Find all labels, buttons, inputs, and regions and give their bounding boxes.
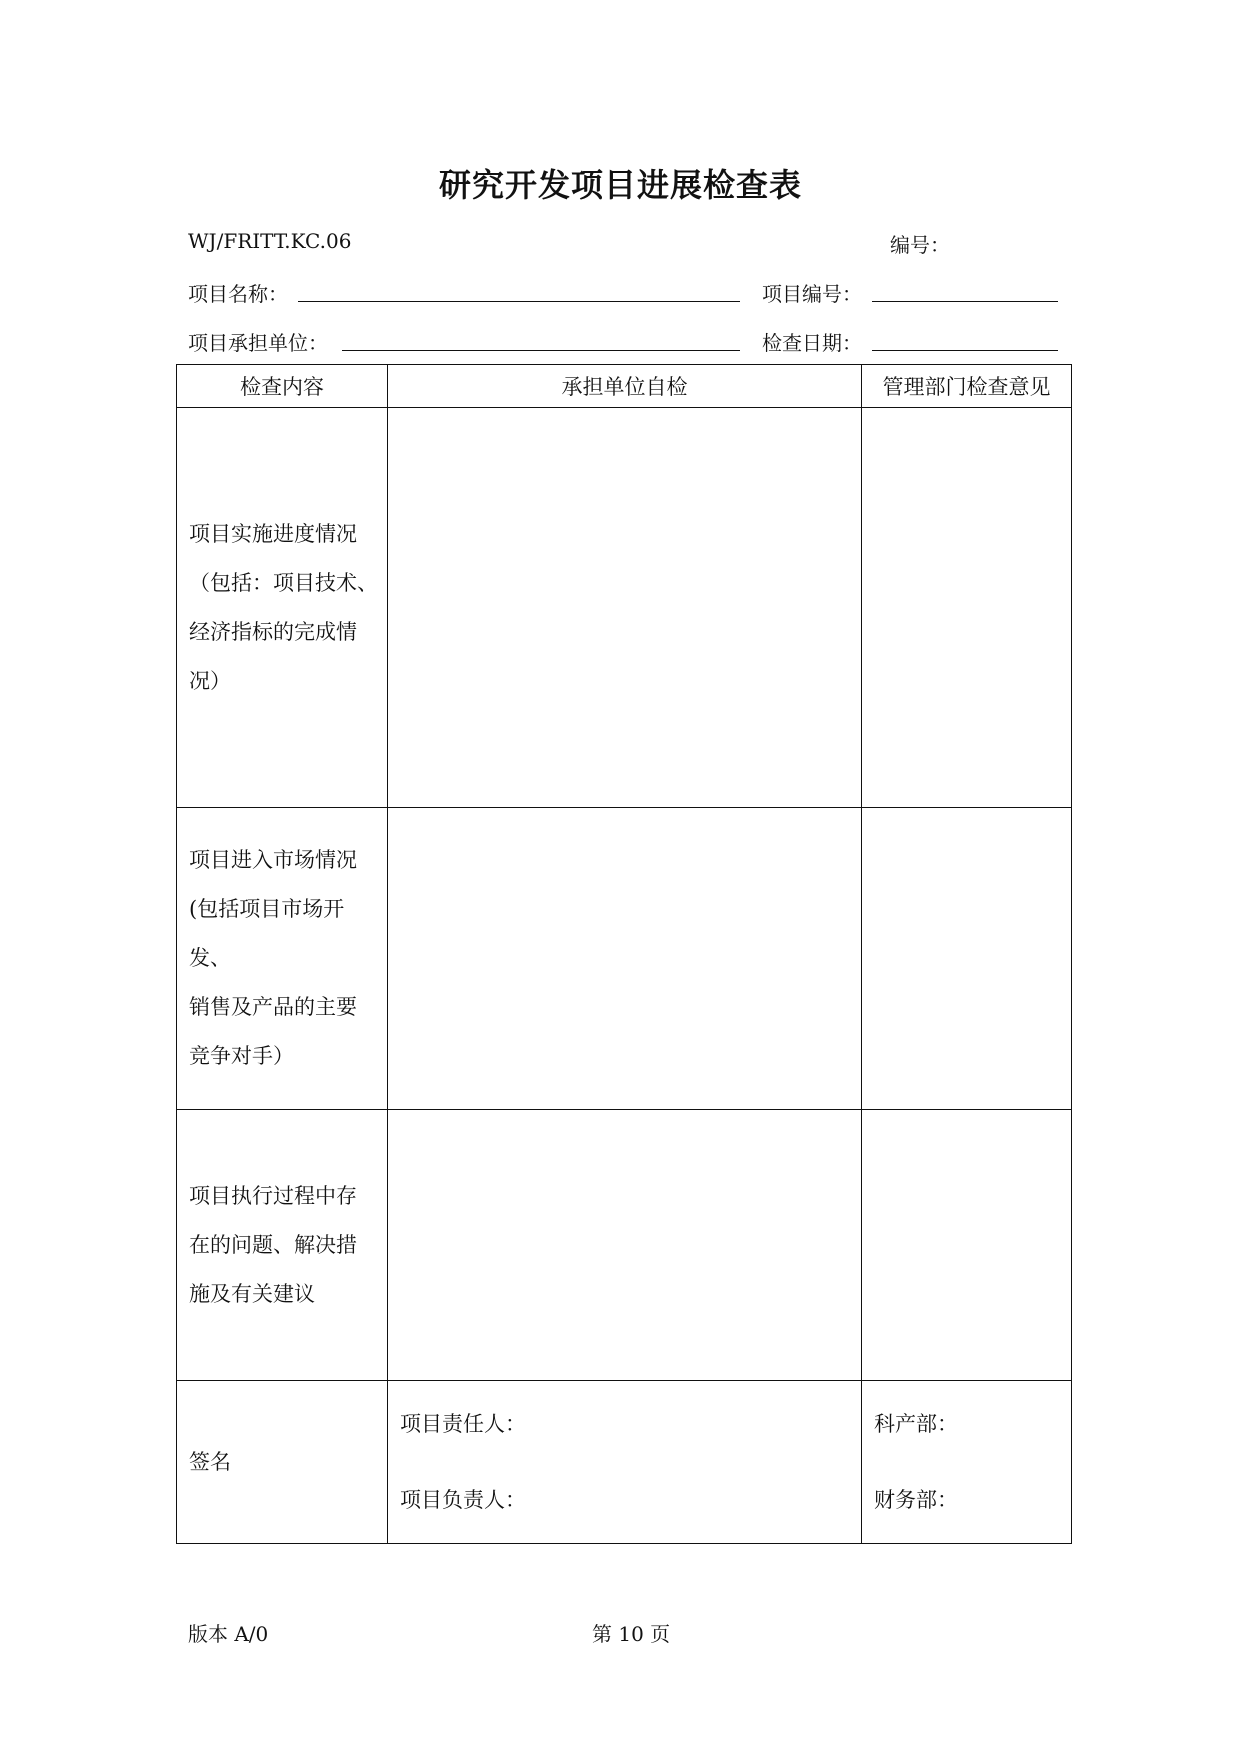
signature-row [177, 1381, 1072, 1544]
check-item-line: 项目实施进度情况 [189, 521, 357, 546]
check-item-line: 况） [189, 668, 231, 693]
check-item-line: 在的问题、解决措 [189, 1232, 357, 1257]
check-date-label: 检查日期： [762, 331, 862, 355]
self-check-cell-market[interactable] [388, 808, 862, 1110]
undertaking-unit-label: 项目承担单位： [188, 331, 328, 355]
column-header-check-content: 检查内容 [177, 365, 388, 408]
check-item-line: （包括：项目技术、 [189, 570, 378, 595]
project-name-label: 项目名称： [188, 282, 288, 306]
page-title: 研究开发项目进展检查表 [438, 166, 802, 204]
dept-opinion-cell-market[interactable] [862, 808, 1072, 1110]
page-number: 第 10 页 [592, 1622, 671, 1646]
dept-signature-cell[interactable] [862, 1381, 1072, 1544]
check-item-line: 经济指标的完成情 [189, 619, 357, 644]
table-header-row [177, 365, 1072, 408]
table-row [177, 808, 1072, 1110]
check-item-line: 项目进入市场情况 [189, 848, 357, 872]
check-item-line: 销售及产品的主要 [189, 995, 357, 1019]
project-leader-label: 项目负责人： [400, 1488, 526, 1512]
document-code: WJ/FRITT.KC.06 [188, 229, 352, 253]
column-header-dept-opinion: 管理部门检查意见 [862, 365, 1072, 408]
signature-label: 签名 [177, 1381, 388, 1544]
undertaking-unit-field[interactable] [342, 350, 740, 351]
version-label: 版本 A/0 [188, 1622, 269, 1646]
table-row [177, 408, 1072, 808]
check-item-line: (包括项目市场开发、 [189, 897, 345, 970]
self-check-cell-progress[interactable] [388, 408, 862, 808]
check-item-progress [177, 408, 388, 808]
inspection-table [176, 364, 1072, 1544]
dept-opinion-cell-problems[interactable] [862, 1110, 1072, 1381]
project-number-label: 项目编号： [762, 282, 862, 306]
project-number-field[interactable] [872, 301, 1058, 302]
check-item-line: 项目执行过程中存 [189, 1183, 357, 1208]
check-item-problems [177, 1110, 388, 1381]
check-item-market [177, 808, 388, 1110]
unit-signature-cell[interactable] [388, 1381, 862, 1544]
project-responsible-label: 项目责任人： [400, 1412, 526, 1436]
check-item-line: 竞争对手） [189, 1044, 294, 1068]
column-header-self-check: 承担单位自检 [388, 365, 862, 408]
check-item-line: 施及有关建议 [189, 1281, 315, 1306]
check-date-field[interactable] [872, 350, 1058, 351]
science-dept-label: 科产部： [874, 1412, 958, 1436]
serial-number-label: 编号： [890, 233, 950, 257]
table-row [177, 1110, 1072, 1381]
project-name-field[interactable] [298, 301, 740, 302]
dept-opinion-cell-progress[interactable] [862, 408, 1072, 808]
self-check-cell-problems[interactable] [388, 1110, 862, 1381]
finance-dept-label: 财务部： [874, 1488, 958, 1512]
